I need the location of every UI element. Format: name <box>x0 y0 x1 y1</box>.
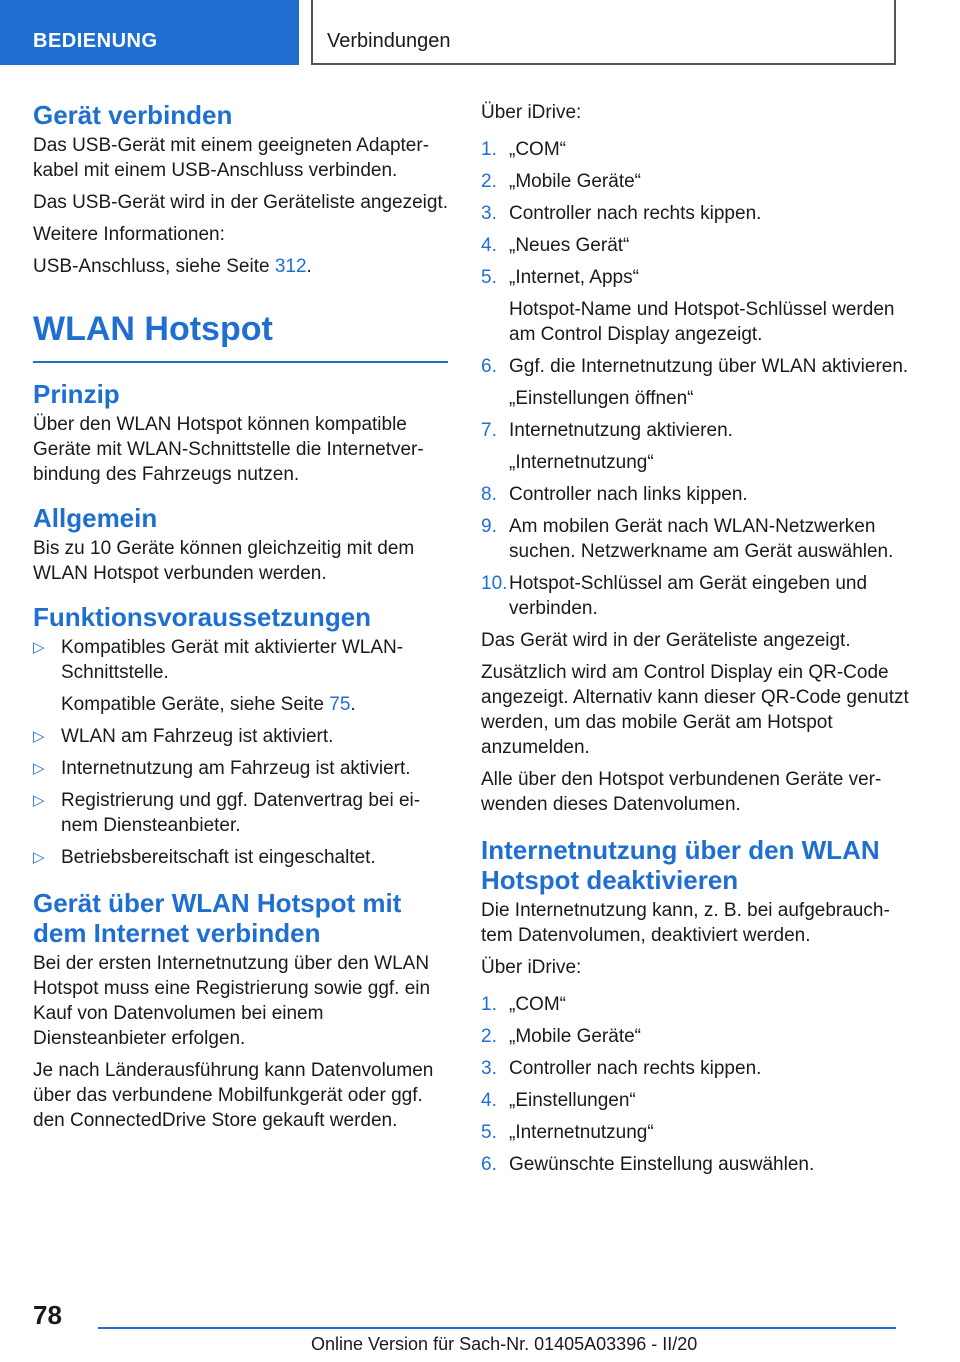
heading-internet-verbinden: Gerät über WLAN Hotspot mit dem Internet verbinden <box>33 888 402 948</box>
section-title: Verbindungen <box>311 0 896 65</box>
paragraph: Je nach Länderausführung kann Datenvolumen über das verbundene Mobilfunkgerät oder ggf. den ConnectedDrive Store gekauft werden. <box>33 1060 434 1131</box>
paragraph: Über iDrive: <box>481 102 582 123</box>
paragraph: Über iDrive: <box>481 957 582 978</box>
list-item: 2. „Mobile Geräte“ <box>481 171 641 192</box>
list-item: 8. Controller nach links kippen. <box>481 484 748 505</box>
triangle-bullet-icon: ▷ <box>33 639 45 656</box>
page-number: 78 <box>33 1300 62 1330</box>
heading-wlan-hotspot: WLAN Hotspot <box>33 309 448 363</box>
list-item: 10. Hotspot-Schlüssel am Gerät eingeben und verbinden. <box>481 573 868 619</box>
step-list <box>481 137 911 621</box>
list-item: ▷ Registrierung und ggf. Datenvertrag bei einem Diensteanbieter. <box>33 790 421 836</box>
paragraph: Bei der ersten Internetnutzung über den WLAN Hotspot muss eine Registrierung sowie ggf. ein Kauf von Datenvolumen bei einem Diensteanbieter erfolgen. <box>33 953 431 1049</box>
heading-prinzip: Prinzip <box>33 379 120 409</box>
paragraph: Die Internetnutzung kann, z. B. bei aufgebrauchtem Datenvolumen, deaktiviert werden. <box>481 900 890 946</box>
paragraph-usb-ref: USB-Anschluss, siehe Seite 312. <box>33 256 312 277</box>
heading-deaktivieren: Internetnutzung über den WLAN Hotspot deaktivieren <box>481 835 880 895</box>
list-item: 6. Ggf. die Internetnutzung über WLAN aktivieren. „Einstellungen öffnen“ <box>481 356 909 409</box>
heading-funktionsvoraussetzungen: Funktionsvoraussetzungen <box>33 602 372 632</box>
triangle-bullet-icon: ▷ <box>33 728 45 745</box>
list-item: ▷ Internetnutzung am Fahrzeug ist aktiviert. <box>33 758 411 779</box>
triangle-bullet-icon: ▷ <box>33 849 45 866</box>
list-item: 6. Gewünschte Einstellung auswählen. <box>481 1154 815 1175</box>
list-item: ▷ Kompatibles Gerät mit aktivierter WLAN-Schnittstelle. Kompatible Geräte, siehe Seite 75. <box>33 637 404 715</box>
list-item: 1. „COM“ <box>481 994 566 1015</box>
list-item: 4. „Einstellungen“ <box>481 1090 636 1111</box>
list-item: ▷ Betriebsbereitschaft ist eingeschaltet. <box>33 847 376 868</box>
paragraph: Das USB-Gerät mit einem geeigneten Adapterkabel mit einem USB-Anschluss verbinden. <box>33 135 430 181</box>
list-item: 5. „Internetnutzung“ <box>481 1122 654 1143</box>
paragraph: Über den WLAN Hotspot können kompatible Geräte mit WLAN-Schnittstelle die Internetverbindung des Fahrzeugs nutzen. <box>33 414 424 485</box>
list-item: 3. Controller nach rechts kippen. <box>481 203 762 224</box>
triangle-bullet-icon: ▷ <box>33 760 45 777</box>
left-column <box>33 100 448 1140</box>
list-item: 3. Controller nach rechts kippen. <box>481 1058 762 1079</box>
footer-version: Online Version für Sach-Nr. 01405A03396 - II/20 <box>311 1334 698 1354</box>
page-link-312[interactable]: 312 <box>274 256 307 277</box>
bullet-list <box>33 635 448 870</box>
list-item: 4. „Neues Gerät“ <box>481 235 630 256</box>
list-item: ▷ WLAN am Fahrzeug ist aktiviert. <box>33 726 334 747</box>
paragraph: Zusätzlich wird am Control Display ein QR-Code angezeigt. Alternativ kann dieser QR-Code genutzt werden, um das mobile Gerät am Hotspot anzumelden. <box>481 662 909 758</box>
list-item: 1. „COM“ <box>481 139 566 160</box>
step-list-2 <box>481 992 911 1177</box>
triangle-bullet-icon: ▷ <box>33 792 45 809</box>
list-item: 7. Internetnutzung aktivieren. „Internetnutzung“ <box>481 420 733 473</box>
heading-allgemein: Allgemein <box>33 503 158 533</box>
paragraph: Das USB-Gerät wird in der Geräteliste angezeigt. <box>33 192 449 213</box>
paragraph: Bis zu 10 Geräte können gleichzeitig mit dem WLAN Hotspot verbunden werden. <box>33 538 415 584</box>
list-item: 9. Am mobilen Gerät nach WLAN-Netzwerken suchen. Netzwerkname am Gerät auswählen. <box>481 516 894 562</box>
list-item: 2. „Mobile Geräte“ <box>481 1026 641 1047</box>
paragraph: Alle über den Hotspot verbundenen Geräte verwenden dieses Datenvolumen. <box>481 769 882 815</box>
page-link-75[interactable]: 75 <box>329 694 351 715</box>
heading-geraet-verbinden: Gerät verbinden <box>33 100 233 130</box>
paragraph: Das Gerät wird in der Geräteliste angezeigt. <box>481 630 851 651</box>
right-column <box>481 100 911 1184</box>
chapter-tab: BEDIENUNG <box>0 0 299 65</box>
list-item: 5. „Internet, Apps“ Hotspot-Name und Hotspot-Schlüssel werden am Control Display angezeigt. <box>481 267 895 345</box>
footer-divider <box>98 1327 896 1329</box>
paragraph: Weitere Informationen: <box>33 224 225 245</box>
